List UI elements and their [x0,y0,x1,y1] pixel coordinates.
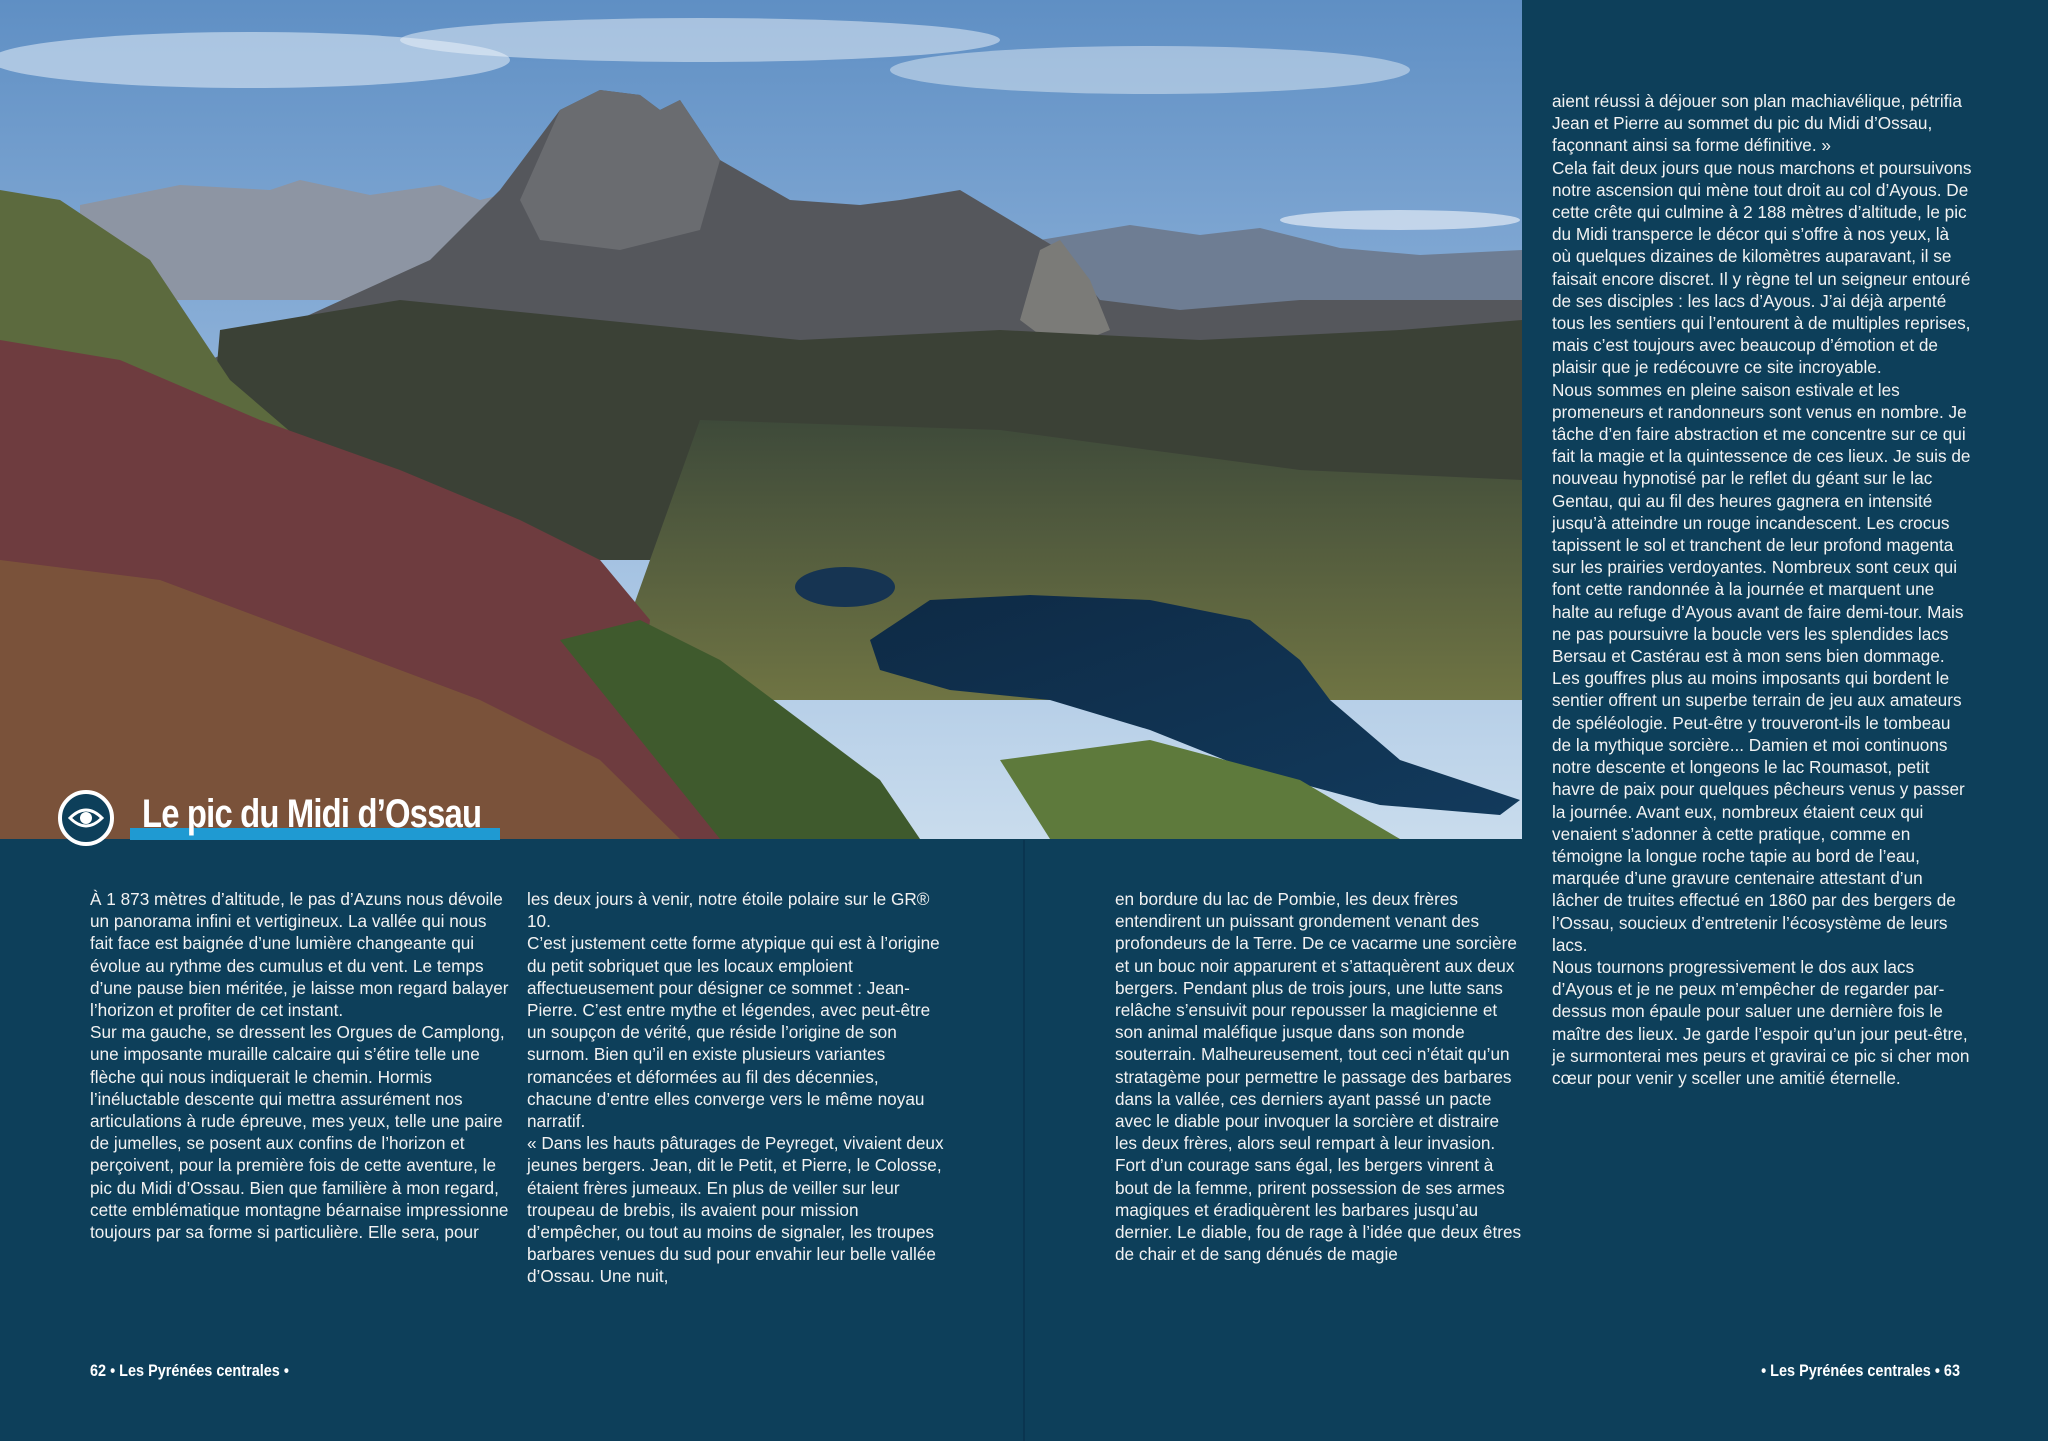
folio-left: 62 • Les Pyrénées centrales • [90,1361,289,1380]
paragraph: Nous sommes en pleine saison estivale et les promeneurs et randonneurs sont venus en nombre. Je tâche d’en faire abstraction et me concentre sur ce qui fait la magie et la quintessence de ces lieux. Je suis de nouveau hypnotisé par le reflet du géant sur le lac Gentau, qui au fil des heures gagnera en intensité jusqu’à atteindre un rouge incandescent. Les crocus tapissent le sol et tranchent de leur profond magenta sur les prairies verdoyantes. Nombreux sont ceux qui font cette randonnée à la journée et marquent une halte au refuge d’Ayous avant de faire demi-tour. Mais ne pas poursuivre la boucle vers les splendides lacs Bersau et Castérau est à mon sens bien dommage. Les gouffres plus au moins imposants qui bordent le sentier offrent un superbe terrain de jeu aux amateurs de spéléologie. Peut-être y trouveront-ils le tombeau de la mythique sorcière... Damien et moi continuons notre descente et longeons le lac Roumasot, petit havre de paix pour quelques pêcheurs venus y passer la journée. Avant eux, nombreux étaient ceux qui venaient s’adonner à cette pratique, comme en témoigne la longue roche tapie au bord de l’eau, marquée d’une gravure centenaire attestant d’un lâcher de truites effectué en 1860 par des bergers de l’Ossau, soucieux d’entretenir l’écosystème de leurs lacs. [1552,379,1971,955]
text-column-1 [90,888,510,1243]
article-title: Le pic du Midi d’Ossau [142,792,482,836]
paragraph: aient réussi à déjouer son plan machiavélique, pétrifia Jean et Pierre au sommet du pic du Midi d’Ossau, façonnant ainsi sa forme définitive. » [1552,91,1962,156]
folio-right: • Les Pyrénées centrales • 63 [1761,1361,1960,1380]
paragraph: « Dans les hauts pâturages de Peyreget, vivaient deux jeunes bergers. Jean, dit le Petit, et Pierre, le Colosse, étaient frères jumeaux. En plus de veiller sur leur troupeau de brebis, ils avaient pour mission d’empêcher, ou tout au moins de signaler, les troupes barbares venues du sud pour envahir leur belle vallée d’Ossau. Une nuit, [527,1133,944,1287]
page-gutter [1023,840,1025,1441]
paragraph: C’est justement cette forme atypique qui est à l’origine du petit sobriquet que les locaux emploient affectueusement pour désigner ce sommet : Jean-Pierre. C’est entre mythe et légendes, avec peut-être un soupçon de vérité, que réside l’origine de son surnom. Bien qu’il en existe plusieurs variantes romancées et déformées au fil des décennies, chacune d’entre elles converge vers le même noyau narratif. [527,933,940,1132]
paragraph: À 1 873 mètres d’altitude, le pas d’Azuns nous dévoile un panorama infini et vertigineux. La vallée qui nous fait face est baignée d’une lumière changeante qui évolue au rythme des cumulus et du vent. Le temps d’une pause bien méritée, je laisse mon regard balayer l’horizon et profiter de cet instant. [90,889,509,1021]
eye-icon-badge [58,790,114,846]
paragraph: Sur ma gauche, se dressent les Orgues de Camplong, une imposante muraille calcaire qui s’étire telle une flèche qui nous indiquerait le chemin. Hormis l’inéluctable descente qui mettra assurément nos articulations à rude épreuve, mes yeux, telle une paire de jumelles, se posent aux confins de l’horizon et perçoivent, pour la première fois de cette aventure, le pic du Midi d’Ossau. Bien que familière à mon regard, cette emblématique montagne béarnaise impressionne toujours par sa forme si particulière. Elle sera, pour [90,1022,509,1243]
paragraph: Nous tournons progressivement le dos aux lacs d’Ayous et je ne peux m’empêcher de regarder par-dessus mon épaule pour saluer une dernière fois le maître des lieux. Je garde l’espoir qu’un jour peut-être, je surmonterai mes peurs et gravirai ce pic si cher mon cœur pour venir y sceller une amitié éternelle. [1552,956,1970,1088]
paragraph: Cela fait deux jours que nous marchons et poursuivons notre ascension qui mène tout droit au col d’Ayous. De cette crête qui culmine à 2 188 mètres d’altitude, le pic du Midi transperce le décor qui s’offre à nos yeux, là où quelques dizaines de kilomètres auparavant, il se faisait encore discret. Il y règne tel un seigneur entouré de ses disciples : les lacs d’Ayous. J’ai déjà arpenté tous les sentiers qui l’entourent à de multiples reprises, mais c’est toujours avec beaucoup d’émotion et de plaisir que je redécouvre ce site incroyable. [1552,157,1972,378]
text-column-4 [1552,90,1972,1089]
text-column-3 [1115,888,1525,1265]
text-column-2 [527,888,947,1288]
eye-icon [68,805,104,831]
paragraph: les deux jours à venir, notre étoile polaire sur le GR® 10. [527,889,930,932]
mountain-lake-photo [0,0,1522,839]
paragraph: en bordure du lac de Pombie, les deux frères entendirent un puissant grondement venant des profondeurs de la Terre. De ce vacarme une sorcière et un bouc noir apparurent et s’attaquèrent aux deux bergers. Pendant plus de trois jours, une lutte sans relâche s’ensuivit pour repousser la magicienne et son animal maléfique jusque dans son monde souterrain. Malheureusement, tout ceci n’était qu’un stratagème pour permettre le passage des barbares dans la vallée, ces derniers ayant passé un pacte avec le diable pour invoquer la sorcière et distraire les deux frères, alors seul rempart à leur invasion. Fort d’un courage sans égal, les bergers vinrent à bout de la femme, prirent possession de ses armes magiques et éradiquèrent les barbares jusqu’au dernier. Le diable, fou de rage à l’idée que deux êtres de chair et de sang dénués de magie [1115,889,1522,1265]
